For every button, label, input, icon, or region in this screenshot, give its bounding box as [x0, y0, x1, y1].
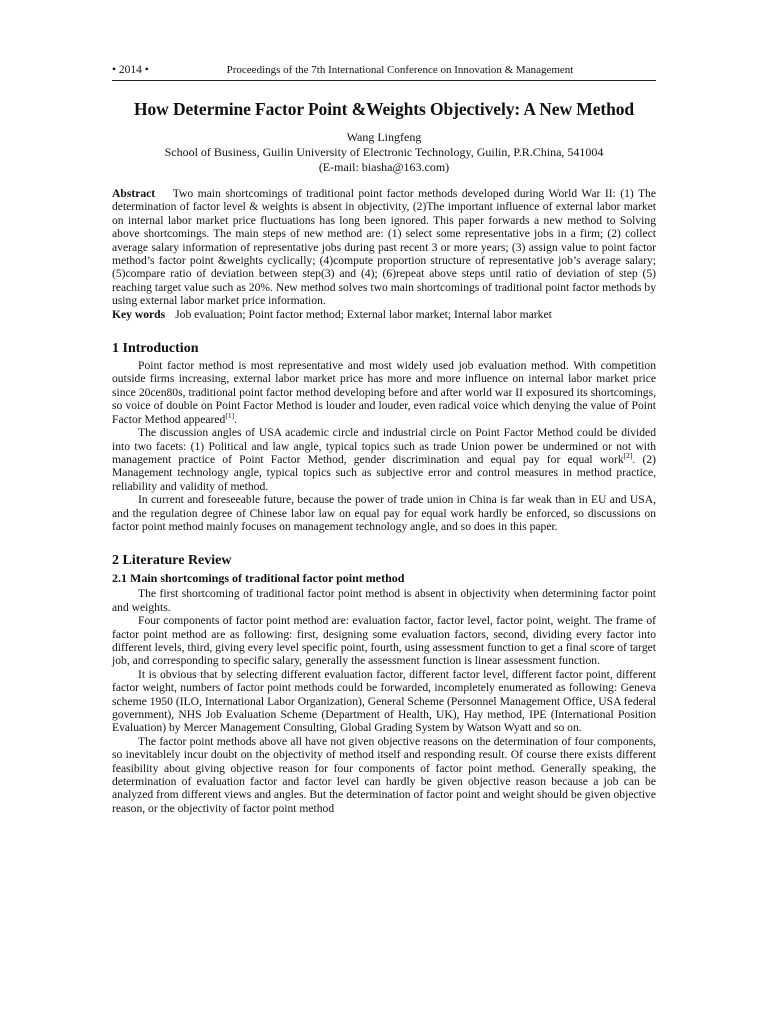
keywords-text: Job evaluation; Point factor method; External labor market; Internal labor market: [175, 307, 552, 321]
keywords: [112, 308, 656, 321]
paragraph: Point factor method is most representative and most widely used job evaluation method. With competition outside firms increasing, external labor market price has more and more influence on internal labor market price since 20cen80s, traditional point factor method developing before and after world war II exposured its shortcomings, so voice of double on Point Factor Method is louder and louder, even radical voice which denying the value of Point Factor Method appeared[1].: [112, 359, 656, 426]
running-header: [112, 64, 656, 81]
author-email: (E-mail: biasha@163.com): [318, 160, 450, 174]
subsection-heading: 2.1 Main shortcomings of traditional factor point method: [112, 571, 405, 586]
keywords-label: Key words: [112, 307, 166, 321]
citation-ref: [2]: [623, 451, 633, 461]
paper-page: [112, 64, 656, 815]
section-heading-introduction: 1 Introduction: [112, 341, 199, 357]
citation-ref: [1]: [225, 410, 235, 420]
header-conference: Proceedings of the 7th International Conference on Innovation & Management: [226, 64, 574, 76]
header-year: • 2014 •: [112, 64, 149, 76]
paragraph: The factor point methods above all have not given objective reasons on the determination of four components, so inevitablely incur doubt on the objectivity of method itself and responding result. Of course there exists different feasibility about giving objective reason for four components of factor point method. Generally speaking, the determination of evaluation factor and factor level can hardly be given objective reason because a job can be analyzed from different views and angles. But the determination of factor point and weight should be given objective reason, or the objectivity of factor point method: [112, 734, 656, 815]
abstract: [112, 187, 656, 308]
abstract-text: Two main shortcomings of traditional point factor methods developed during World War II: (1) The determination of factor level & weights is absent in objectivity, (2)The important influence of external labor market on internal labor market price fluctuations has long been ignored. This paper forwards a new method to Solving above shortcomings. The main steps of new method are: (1) select some representative jobs in a firm; (2) collect average salary information of representative jobs during past recent 3 or more years; (3) assign value to point factor method’s factor point &weights cyclically; (4)compute proportion structure of representative job’s average salary; (5)compare ratio of deviation between step(3) and (4); (6)repeat above steps until ratio of deviation of step (5) reaching target value such as 20%. New method solves two main shortcomings of traditional point factor methods by using external labor market price information.: [112, 187, 656, 308]
paragraph: Four components of factor point method are: evaluation factor, factor level, factor point, weight. The frame of factor point method are as following: first, designing some evaluation factors, second, dividing every factor into different levels, third, giving every level specific point, fourth, using assessment function to get a final score of target job, and corresponding to specific salary, generally the assessment function is linear assessment function.: [112, 614, 656, 668]
section-heading-literature-review: 2 Literature Review: [112, 553, 232, 569]
author-affiliation: School of Business, Guilin University of Electronic Technology, Guilin, P.R.China, 541004: [164, 145, 604, 159]
paragraph: In current and foreseeable future, because the power of trade union in China is far weak than in EU and USA, and the regulation degree of Chinese labor law on equal pay for equal work hardly be enforced, so discussions on factor point method mainly focuses on management technology angle, and so does in this paper.: [112, 493, 656, 533]
paragraph: It is obvious that by selecting different evaluation factor, different factor level, different factor point, different factor weight, numbers of factor point methods could be forwarded, incompletely enumerated as following: Geneva scheme 1950 (ILO, International Labor Organization), General Scheme (Personnel Management Office, USA federal government), NHS Job Evaluation Scheme (Department of Health, UK), Hay method, IPE (International Position Evaluation) by Mercer Management Consulting, Global Grading System by Watson Wyatt and so on.: [112, 667, 656, 735]
paper-title: How Determine Factor Point &Weights Objectively: A New Method: [134, 99, 634, 119]
author-block: [112, 130, 656, 175]
author-name: Wang Lingfeng: [346, 130, 422, 144]
paragraph: The first shortcoming of traditional factor point method is absent in objectivity when determining factor point and weights.: [112, 587, 656, 614]
abstract-label: Abstract: [112, 187, 156, 200]
paragraph: The discussion angles of USA academic circle and industrial circle on Point Factor Method could be divided into two facets: (1) Political and law angle, typical topics such as trade Union power be undermined or not with management practice of Point Factor Method, gender discrimination and equal pay for equal work[2]. (2) Management technology angle, typical topics such as subjective error and control measures in method practice, reliability and validity of method.: [112, 426, 656, 493]
